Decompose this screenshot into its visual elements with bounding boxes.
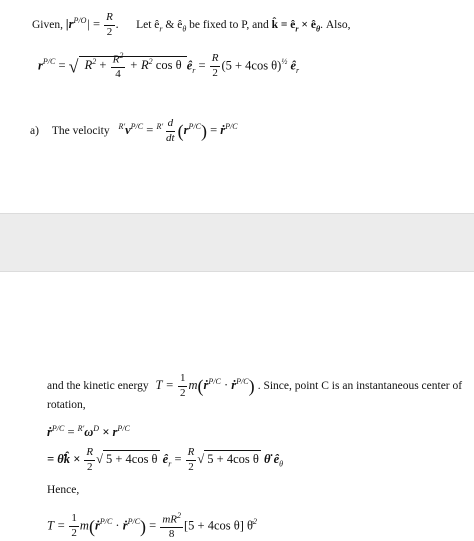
rotation-word: rotation, xyxy=(47,399,86,411)
given-fraction: $\frac{R}{2}$ xyxy=(106,11,113,38)
hence-label: Hence, xyxy=(47,484,80,496)
given-magnitude: $|r^{P/O}|$ = $\frac{R}{2}$ . xyxy=(65,11,123,38)
given-label: Given, xyxy=(32,18,63,31)
angular-velocity-equation: ṙ$^{P/C}$ = $^{R'}\omega^D \times r^{P/C}$ xyxy=(47,424,130,440)
velocity-line: a) The velocity $^{R'}v^{P/C} = ^{R'}$ $\frac{d}{dt}$ $(r^{P/C})$ = ṙ$^{P/C}$ xyxy=(30,117,238,144)
substitution-equation: = θ̇k̂ × $\frac{R}{2}$ √ 5 + 4cos θ $ê_r$ = $\frac{R}{2}$ √ 5 + 4cos θ θ̇ $ê_\theta$ xyxy=(47,446,284,473)
velocity-equation: $^{R'}v^{P/C} = ^{R'}$ $\frac{d}{dt}$ $(r^{P/C})$ = ṙ$^{P/C}$ xyxy=(118,117,238,144)
given-basis-text: Let $ê_r$ & $ê_\theta$ be fixed to P, and k̂ = $ê_r$ × $ê_\theta$. Also, xyxy=(136,18,351,34)
kinetic-energy-line: and the kinetic energy T = $\frac{1}{2}$ m(ṙ$^{P/C}$ · ṙ$^{P/C}$) . Since, point C is an instantaneous center of xyxy=(47,372,463,399)
sqrt-radicand: $R^2$ + $\frac{R^2}{4}$ + $R^2$ cos θ xyxy=(79,56,187,72)
derivative-operator: $\frac{d}{dt}$ xyxy=(166,117,175,144)
given-line xyxy=(32,12,350,38)
kinetic-energy-equation: T = $\frac{1}{2}$ m(ṙ$^{P/C}$ · ṙ$^{P/C}$) xyxy=(155,372,255,399)
sqrt-sign: √ xyxy=(68,56,79,77)
position-equation: $r^{P/C}$ = √ $R^2$ + $\frac{R^2}{4}$ + $R^2$ cos θ $ê_r$ = $\frac{R}{2}$ (5 + 4cos θ)$^{\frac{1}{2}}$ $ê_r$ xyxy=(38,51,300,81)
final-kinetic-energy: T = $\frac{1}{2}$ m(ṙ$^{P/C}$ · ṙ$^{P/C}$) = $\frac{mR^2}{8}$ [5 + 4cos θ] θ̇$^2$ xyxy=(47,511,258,541)
page-break xyxy=(0,213,474,272)
